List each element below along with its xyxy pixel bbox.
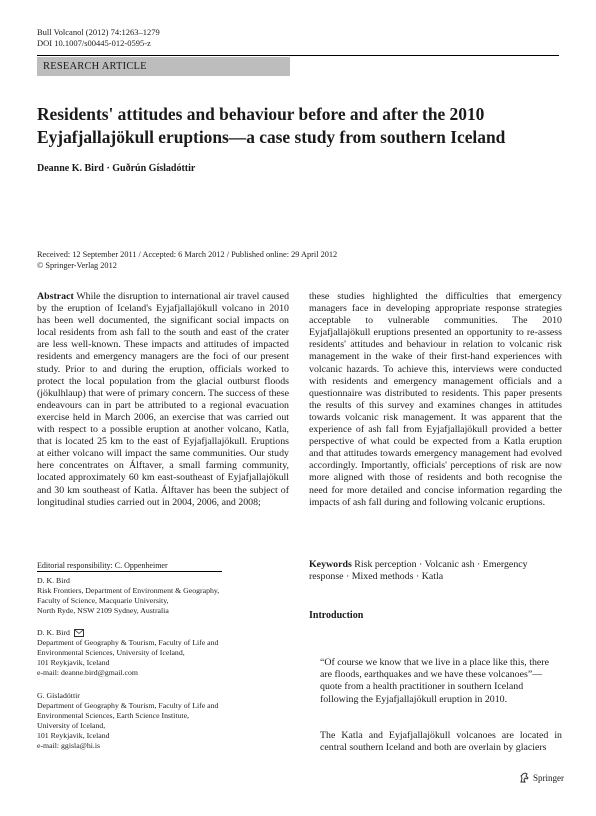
publication-dates — [37, 249, 337, 271]
envelope-icon[interactable] — [74, 629, 84, 637]
editorial-responsibility: Editorial responsibility: C. Oppenheimer — [37, 561, 168, 570]
affiliation-line: University of Iceland, — [37, 721, 106, 730]
affiliation-line: Department of Geography & Tourism, Faculty of Life and — [37, 638, 219, 647]
abstract-label: Abstract — [37, 291, 74, 302]
introduction-heading: Introduction — [309, 610, 364, 621]
copyright: © Springer-Verlag 2012 — [37, 261, 117, 270]
publisher-logo — [519, 772, 564, 783]
affiliation-line: Environmental Sciences, Earth Science Institute, — [37, 711, 189, 720]
journal-citation: Bull Volcanol (2012) 74:1263–1279 — [37, 27, 160, 37]
affiliation-3 — [37, 691, 277, 751]
introduction-body: The Katla and Eyjafjallajökull volcanoes are located in central southern Iceland and both are overlain by glaciers — [320, 730, 562, 754]
dates: Received: 12 September 2011 / Accepted: 6 March 2012 / Published online: 29 April 2012 — [37, 250, 338, 259]
keywords-label: Keywords — [309, 559, 352, 570]
springer-horse-icon — [519, 772, 530, 783]
introduction-quote: “Of course we know that we live in a place like this, there are floods, earthquakes and we have these volcanoes”—quote from a health practitioner in southern Iceland following the Eyjafjallajökull eruption in 2010. — [320, 657, 549, 705]
abstract-text-left: While the disruption to international air travel caused by the eruption of Iceland's Eyjafjallajökull volcano in 2010 has been well documented, the significant social impacts on local residents from ash fall to the south and east of the crater are less well-known. These impacts and attitudes of impacted residents and emergency managers are the foci of our present study. Prior to and during the eruption, officials worked to protect the local population from the glacial outburst floods (jökulhlaup) that were of primary concern. The success of these endeavours can in part be attributed to a regional evacuation exercise held in March 2006, an exercise that was carried out with respect to a possible eruption at another volcano, Katla, that is located 25 km to the east of Eyjafjallajökull. Eruptions at either volcano will impact the same communities. Our study here concentrates on Álftaver, a small farming community, located approximately 60 km east-southeast of Eyjafjallajökull and 30 km southeast of Katla. Álftaver has been the subject of longitudinal studies carried out in 2004, 2006, and 2008; — [37, 291, 290, 508]
affiliation-line: 101 Reykjavik, Iceland — [37, 731, 110, 740]
affiliation-name: D. K. Bird — [37, 576, 70, 585]
article-type-bar: RESEARCH ARTICLE — [37, 57, 290, 76]
affiliation-1 — [37, 576, 277, 616]
email-link[interactable]: e-mail: deanne.bird@gmail.com — [37, 668, 138, 677]
affiliation-line: North Ryde, NSW 2109 Sydney, Australia — [37, 606, 169, 615]
affiliation-2 — [37, 628, 277, 678]
affiliation-line: Environmental Sciences, University of Iceland, — [37, 648, 185, 657]
affiliation-line: Faculty of Science, Macquarie University, — [37, 596, 169, 605]
abstract-left-column — [37, 291, 289, 509]
header-rule — [37, 55, 559, 56]
doi: DOI 10.1007/s00445-012-0595-z — [37, 38, 151, 48]
publisher-name: Springer — [533, 772, 564, 783]
footnote-rule — [37, 571, 222, 572]
email-link[interactable]: e-mail: ggisla@hi.is — [37, 741, 101, 750]
affiliation-line: 101 Reykjavik, Iceland — [37, 658, 110, 667]
keywords — [309, 559, 562, 583]
abstract-text-right: these studies highlighted the difficulties that emergency managers face in developing appropriate response strategies acceptable to vulnerable communities. The 2010 Eyjafjallajökull eruptions presented an opportunity to re-assess residents' attitudes and behaviour in relation to volcanic risk management in the wake of their first-hand experiences with volcanic hazards. To achieve this, interviews were conducted with residents and emergency management officials and a questionnaire was distributed to residents. This paper presents the results of this survey and examines changes in attitudes towards volcanic risk management. It was apparent that the experience of ash fall from Eyjafjallajökull provided a better perspective of what could be expected from a Katla eruption and that attitudes towards emergency management had evolved accordingly. Importantly, officials' perceptions of risk are now more aligned with those of residents and both recognise the need for more detailed and concise information regarding the impacts of ash fall during and following volcanic eruptions. — [309, 291, 562, 508]
affiliation-name: D. K. Bird — [37, 628, 70, 637]
affiliation-line: Risk Frontiers, Department of Environment & Geography, — [37, 586, 220, 595]
authors: Deanne K. Bird · Guðrún Gísladóttir — [37, 163, 196, 174]
abstract-right-column — [309, 291, 562, 509]
affiliation-line: Department of Geography & Tourism, Faculty of Life and — [37, 701, 219, 710]
paper-title: Residents' attitudes and behaviour before and after the 2010 Eyjafjallajökull eruptions—a case study from southern Iceland — [37, 104, 506, 147]
keywords-text: Risk perception · Volcanic ash · Emergency response · Mixed methods · Katla — [309, 559, 528, 583]
journal-header — [37, 27, 160, 49]
affiliation-name: G. Gísladóttir — [37, 691, 80, 700]
